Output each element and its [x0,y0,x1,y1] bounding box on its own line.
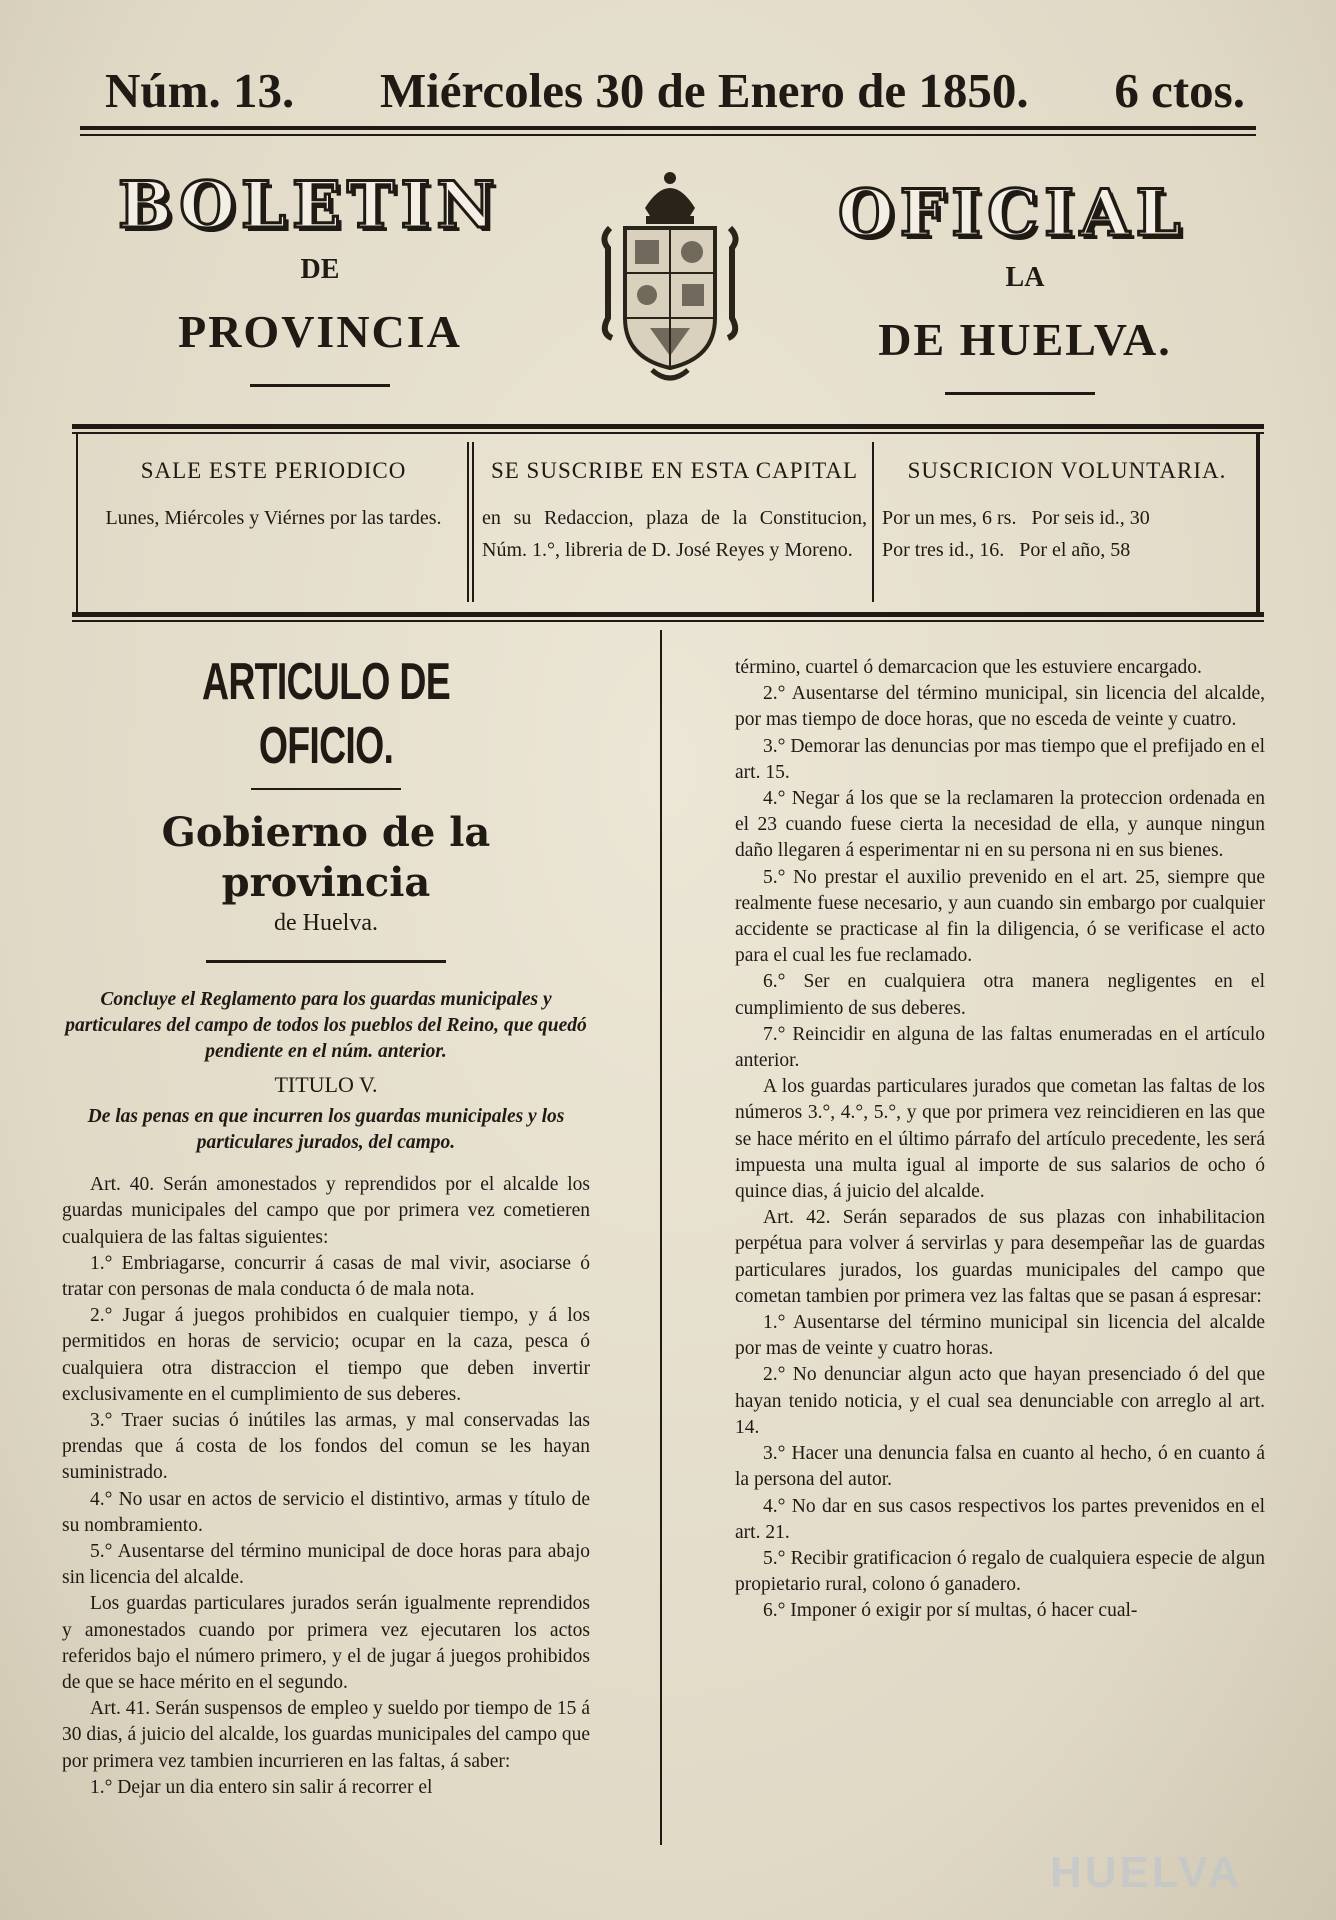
right-column [735,655,1265,1625]
coat-of-arms-icon [590,168,750,388]
titulo-subheading: De las penas en que incurren los guardas municipales y los particulares jurados, del campo. [87,1105,565,1154]
masthead-la: LA [1005,262,1045,293]
info-col3-row2: Por tres id., 16. Por el año, 58 [882,539,1131,561]
art-41-item-6: 6.° Ser en cualquiera otra manera negligentes en el cumplimiento de sus deberes. [735,971,1265,1019]
info-box [72,434,1262,612]
info-col2-body: en su Redaccion, plaza de la Constitucion, Núm. 1.°, libreria de D. José Reyes y Moreno. [482,507,867,561]
art-40-item-1: 1.° Embriagarse, concurrir á casas de mal vivir, asociarse ó tratar con personas de mala conducta ó de mala nota. [62,1252,590,1301]
header-rule-thin [80,134,1256,136]
masthead-huelva: DE HUELVA. [878,314,1172,365]
masthead-underline-left [250,384,390,387]
info-col3-row1: Por un mes, 6 rs. Por seis id., 30 [882,507,1150,529]
art-41-item-1: 1.° Dejar un dia entero sin salir á recorrer el [90,1776,433,1798]
art-42-item-2: 2.° No denunciar algun acto que hayan presenciado ó del que hayan tenido noticia, y el cual sea denunciable con arreglo al art. 14. [735,1364,1265,1438]
art-41-item-3: 3.° Demorar las denuncias por mas tiempo que el prefijado en el art. 15. [735,735,1265,783]
art-42: Art. 42. Serán separados de sus plazas con inhabilitacion perpétua para volver á servirlas y para desempeñar las de guardas particulares jurados, los guardas municipales del campo que cometan tambien por primera vez las faltas que se pasan á espresar: [735,1207,1265,1307]
art-40-item-5: 5.° Ausentarse del término municipal de doce horas para abajo sin licencia del alcalde. [62,1541,590,1589]
issue-date: Miércoles 30 de Enero de 1850. [379,63,1029,118]
art-42-item-6: 6.° Imponer ó exigir por sí multas, ó hacer cual- [763,1600,1138,1622]
info-divider-2 [872,442,874,602]
masthead-word-oficial: OFICIAL [838,176,1187,251]
issue-price: 6 ctos. [1114,63,1245,118]
art-42-item-4: 4.° No dar en sus casos respectivos los partes prevenidos en el art. 21. [735,1495,1265,1543]
column-divider [660,630,662,1845]
info-bottom-rule [72,612,1264,617]
art-41-item-7: 7.° Reincidir en alguna de las faltas enumeradas en el artículo anterior. [735,1023,1265,1072]
art-40-particulares: Los guardas particulares jurados serán igualmente reprendidos y amonestados cuando por primera vez ejecutaren los actos referidos bajo el número primero, y el de jugar á juegos prohibidos de que se hace mérito en el segundo. [62,1593,590,1694]
continuation-text: término, cuartel ó demarcacion que les estuviere encargado. [735,657,1202,678]
art-40-item-4: 4.° No usar en actos de servicio el distintivo, armas y título de su nombramiento. [62,1488,590,1536]
intro-text: Concluye el Reglamento para los guardas municipales y particulares del campo de todos los pueblos del Reino, que quedó pendiente en el núm. anterior. [65,989,587,1063]
art-41-item-5: 5.° No prestar el auxilio prevenido en el art. 25, siempre que realmente fuese necesario, y aun cuando sin embargo por cualquier accidente se practicase al fin la diligencia, ó se verificase el acto para el cual les fue reclamado. [735,866,1265,967]
issue-number: Núm. 13. [105,63,295,118]
info-col-subscription [482,458,867,566]
art-42-item-5: 5.° Recibir gratificacion ó regalo de cualquiera especie de algun propietario rural, colono ó ganadero. [735,1547,1265,1596]
info-col1-body: Lunes, Miércoles y Viérnes por las tardes. [105,507,442,529]
masthead-underline-right [945,392,1095,395]
ornament-rule [251,788,401,790]
section-heading: ARTICULO DE OFICIO. [202,653,450,775]
art-40-item-3: 3.° Traer sucias ó inútiles las armas, y mal conservadas las prendas que á costa de los fondos del comun se les hayan suministrado. [62,1410,590,1484]
government-subheading: de Huelva. [274,910,378,936]
art-40-item-2: 2.° Jugar á juegos prohibidos en cualquier tiempo, y á los permitidos en horas de servicio; ocupar en la caza, pesca ó cualquiera otra distraccion el tiempo que deben invertir exclusivamente en el cumplimiento de sus deberes. [62,1305,590,1405]
titulo-heading: TITULO V. [274,1071,378,1097]
left-column [62,650,590,1801]
info-top-rule [72,424,1264,429]
masthead-provincia: PROVINCIA [178,306,462,357]
info-col-prices [882,458,1252,566]
header-rule [80,126,1256,130]
masthead-word-boletin: BOLETIN [118,168,501,243]
info-divider-1b [472,442,474,602]
art-41-particulares: A los guardas particulares jurados que cometan las faltas de los números 3.°, 4.°, 5.°, y que por primera vez reincidieren en las que se hace mérito en el último párrafo del artículo precedente, les será impuesta una multa igual al importe de sus salarios de ocho ó quince dias, á juicio del alcalde. [735,1076,1265,1203]
art-41-item-2: 2.° Ausentarse del término municipal, sin licencia del alcalde, por mas tiempo de doce horas, que no esceda de veinte y cuatro. [735,683,1265,731]
art-41: Art. 41. Serán suspensos de empleo y sueldo por tiempo de 15 á 30 dias, á juicio del alcalde, los guardas municipales del campo que por primera vez tambien incurrieren en las faltas, á saber: [62,1698,590,1772]
government-heading: Gobierno de la provincia [161,809,491,906]
info-col3-head: SUSCRICION VOLUNTARIA. [907,458,1227,483]
masthead-de: DE [300,254,340,285]
info-border-right [1256,434,1260,612]
info-col-periodicity [86,458,461,534]
art-40: Art. 40. Serán amonestados y reprendidos por el alcalde los guardas municipales del campo que por primera vez cometieren cualquiera de las faltas siguientes: [62,1174,590,1248]
art-42-item-3: 3.° Hacer una denuncia falsa en cuanto al hecho, ó en cuanto á la persona del autor. [735,1443,1265,1491]
art-42-item-1: 1.° Ausentarse del término municipal sin licencia del alcalde por mas de veinte y cuatro horas. [735,1312,1265,1360]
info-divider-1 [467,442,469,602]
art-41-item-4: 4.° Negar á los que se la reclamaren la proteccion ordenada en el 23 cuando fuese cierta la necesidad de ella, y aunque ningun daño llegaren á esperimentar ni en su persona ni en sus bienes. [735,788,1265,862]
issue-line [105,62,1245,122]
info-bottom-rule-thin [72,620,1264,622]
info-col2-head: SE SUSCRIBE EN ESTA CAPITAL [490,458,859,483]
info-border-left [76,434,78,612]
info-col1-head: SALE ESTE PERIODICO [140,458,407,483]
section-rule [206,960,446,963]
archive-watermark: HUELVA [1050,1848,1243,1897]
